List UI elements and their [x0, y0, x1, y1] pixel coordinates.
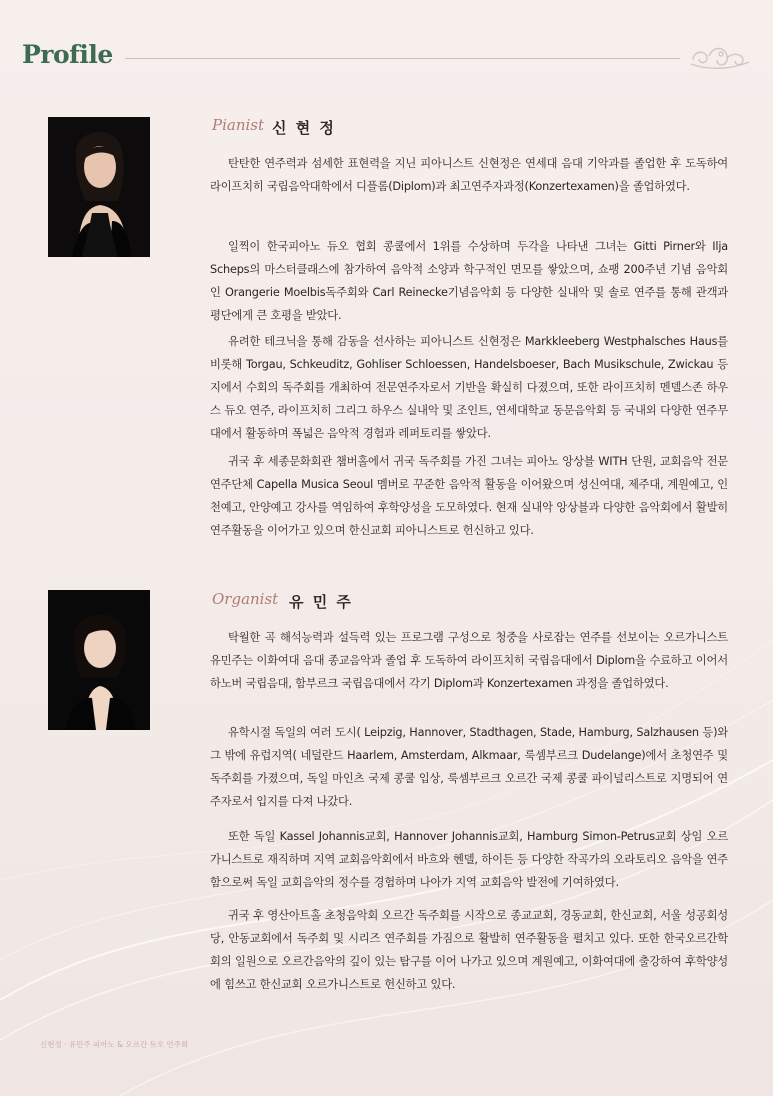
- page-header: [22, 40, 752, 80]
- page-title: Profile: [22, 40, 113, 69]
- header-divider: [125, 58, 680, 59]
- pianist-role: Pianist: [212, 116, 265, 134]
- organist-bio-paragraph-3: 또한 독일 Kassel Johannis교회, Hannover Johannis교회, Hamburg Simon-Petrus교회 상임 오르가니스트로 재직하며 지역 교회음악회에서 바흐와 헨델, 하이든 등 다양한 작곡가의 오라토리오 음악을 연주함으로써 독일 교회음악의 정수를 경험하며 나아가 지역 교회음악 발전에 기여하였다.: [210, 830, 728, 889]
- organist-role: Organist: [212, 590, 279, 608]
- organist-photo: [48, 590, 150, 730]
- organist-bio-paragraph-2: 유학시절 독일의 여러 도시( Leipzig, Hannover, Stadthagen, Stade, Hamburg, Salzhausen 등)와 그 밖에 유럽지역( 네덜란드 Haarlem, Amsterdam, Alkmaar, 룩셈부르크 Dudelange)에서 초청연주 및 독주회를 가졌으며, 독일 마인츠 국제 콩쿨 입상, 룩셈부르크 오르간 국제 콩쿨 파이널리스트로 지명되어 연주자로서 입지를 다져 나갔다.: [210, 726, 728, 808]
- pianist-bio-paragraph-2: 일찍이 한국피아노 듀오 협회 콩쿨에서 1위를 수상하며 두각을 나타낸 그녀는 Gitti Pirner와 Ilja Scheps의 마스터클래스에 참가하여 음악적 소양과 학구적인 면모를 쌓았으며, 쇼팽 200주년 기념 음악회인 Orangerie Moelbis독주회와 Carl Reinecke기념음악회 등 다양한 실내악 및 솔로 연주를 통해 관객과 평단에게 큰 호평을 받았다.: [210, 240, 728, 322]
- pianist-bio-paragraph-3: 유려한 테크닉을 통해 감동을 선사하는 피아니스트 신현정은 Markkleeberg Westphalsches Haus를 비롯해 Torgau, Schkeuditz, Gohliser Schloessen, Handelsboeser, Bach Musikschule, Zwickau 등지에서 수회의 독주회를 개최하여 전문연주자로서 기반을 확실히 다졌으며, 또한 라이프치히 멘델스존 하우스 듀오 연주, 라이프치히 그리그 하우스 실내악 및 조인트, 연세대학교 동문음악회 등 국내외 다양한 연주무대에서 활동하며 폭넓은 음악적 경험과 레퍼토리를 쌓았다.: [210, 335, 728, 440]
- flourish-ornament-icon: [687, 42, 752, 74]
- pianist-photo: [48, 117, 150, 257]
- organist-bio-paragraph-4: 귀국 후 영산아트홀 초청음악회 오르간 독주회를 시작으로 종교교회, 경동교회, 한신교회, 서울 성공회성당, 안동교회에서 독주회 및 시리즈 연주회를 가짐으로 활발히 연주활동을 펼치고 있다. 또한 한국오르간학회의 일원으로 오르간음악의 깊이 있는 탐구를 이어 나가고 있으며 계원예고, 이화여대에 출강하여 후학양성에 힘쓰고 한신교회 오르가니스트로 헌신하고 있다.: [210, 909, 728, 991]
- organist-bio-paragraph-1: 탁월한 곡 해석능력과 설득력 있는 프로그램 구성으로 청중을 사로잡는 연주를 선보이는 오르가니스트 유민주는 이화여대 음대 종교음악과 졸업 후 도독하여 라이프치히 국립음대에서 Diplom을 수료하고 이어서 하노버 국립음대, 함부르크 국립음대에서 각기 Diplom과 Konzertexamen 과정을 졸업하였다.: [210, 631, 728, 690]
- pianist-name: 신 현 정: [272, 119, 336, 137]
- organist-name: 유 민 주: [289, 593, 353, 611]
- pianist-bio-paragraph-1: 탄탄한 연주력과 섬세한 표현력을 지닌 피아니스트 신현정은 연세대 음대 기악과를 졸업한 후 도독하여 라이프치히 국립음악대학에서 디플롬(Diplom)과 최고연주자과정(Konzertexamen)을 졸업하였다.: [210, 157, 728, 193]
- page-footer: 신현정 · 유민주 피아노 & 오르간 듀오 연주회: [40, 1040, 189, 1049]
- pianist-bio-paragraph-4: 귀국 후 세종문화회관 챔버홀에서 귀국 독주회를 가진 그녀는 피아노 앙상블 WITH 단원, 교회음악 전문 연주단체 Capella Musica Seoul 멤버로 꾸준한 음악적 활동을 이어왔으며 성신여대, 제주대, 계원예고, 인천예고, 안양예고 강사를 역임하여 후학양성을 도모하였다. 현재 실내악 앙상블과 다양한 음악회에서 활발히 연주활동을 이어가고 있으며 한신교회 피아니스트로 헌신하고 있다.: [210, 455, 728, 537]
